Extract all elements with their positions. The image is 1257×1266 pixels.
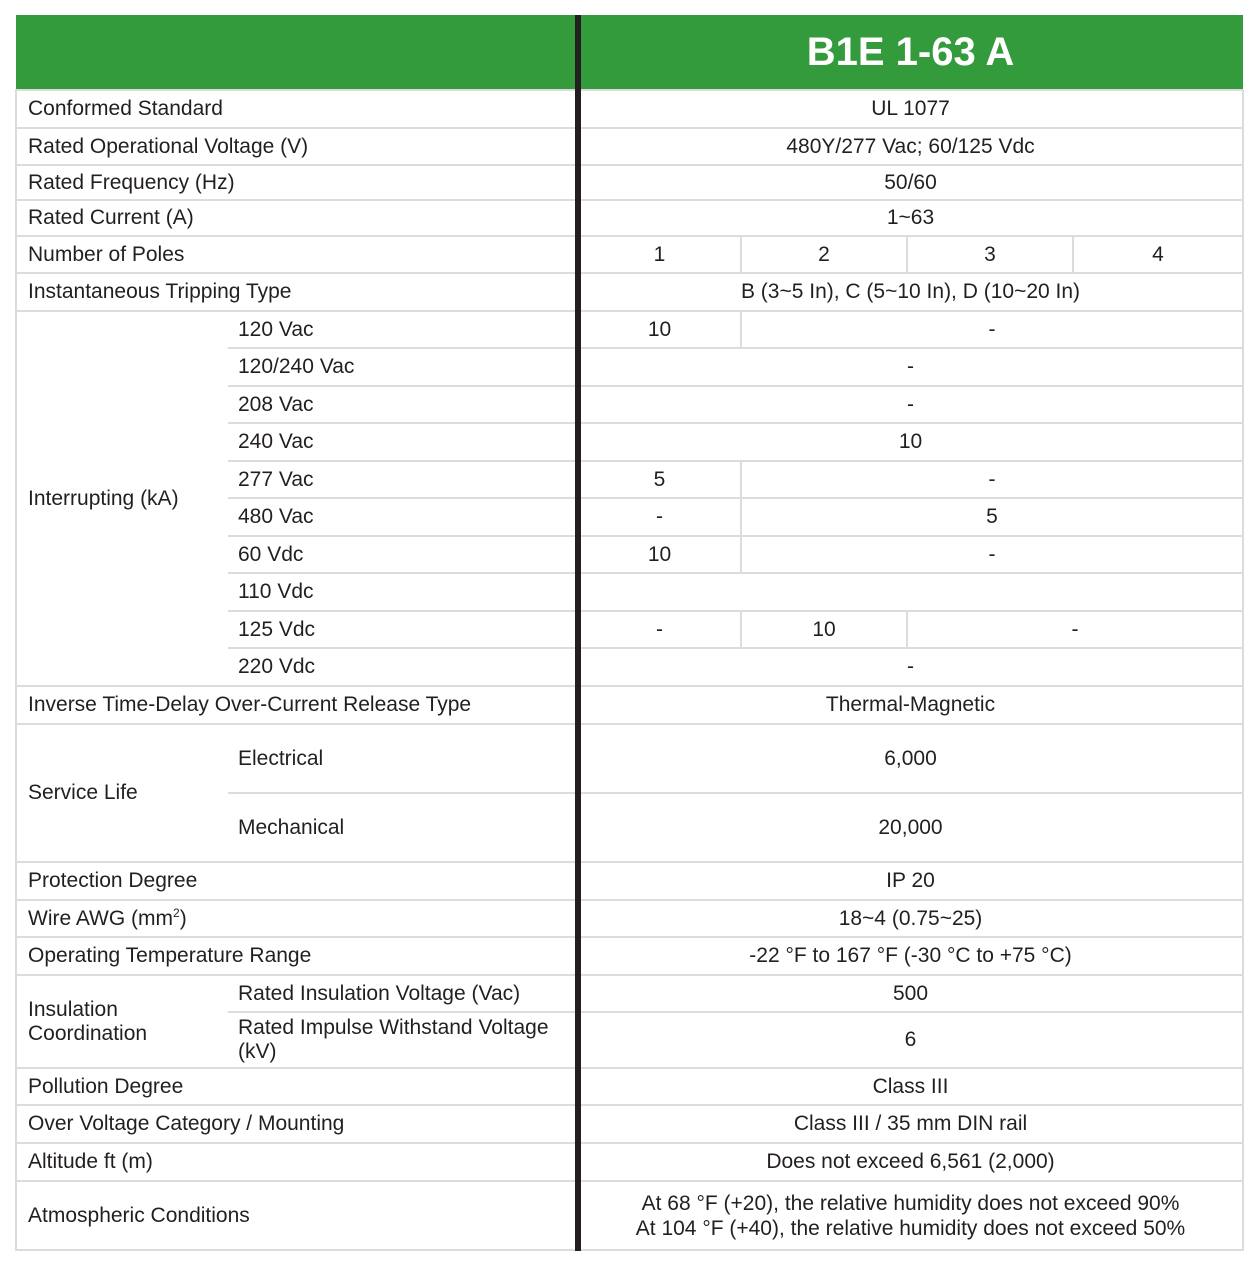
value: 500 [578,975,1243,1012]
value: Thermal-Magnetic [578,686,1243,724]
value: - [741,461,1243,498]
value: -22 °F to 167 °F (-30 °C to +75 °C) [578,937,1243,975]
label-text: Wire AWG (mm [28,907,174,930]
value: 1~63 [578,200,1243,236]
label: Rated Operational Voltage (V) [16,128,578,165]
value: Class III [578,1068,1243,1105]
value: - [907,611,1243,648]
label: Altitude ft (m) [16,1143,578,1181]
value: 18~4 (0.75~25) [578,900,1243,937]
value: - [578,611,741,648]
sub-label: Mechanical [228,793,578,862]
row-release [16,686,1243,724]
label: Rated Current (A) [16,200,578,236]
value: 10 [741,611,907,648]
column-divider [575,15,581,1251]
sub-label: 240 Vac [228,423,578,461]
row-frequency [16,165,1243,200]
label: Number of Poles [16,236,578,273]
value: 2 [741,236,907,273]
value: 10 [578,536,741,573]
label: Operating Temperature Range [16,937,578,975]
label: Inverse Time-Delay Over-Current Release Type [16,686,578,724]
product-title: B1E 1-63 A [578,15,1243,90]
label: Conformed Standard [16,90,578,128]
value: 20,000 [578,793,1243,862]
value: 50/60 [578,165,1243,200]
sub-label: 220 Vdc [228,648,578,686]
sub-label: Rated Impulse Withstand Voltage (kV) [228,1012,578,1068]
row-insulation-rated [16,975,1243,1012]
value: 5 [741,498,1243,536]
value: 4 [1073,236,1243,273]
sub-label: 125 Vdc [228,611,578,648]
row-temperature [16,937,1243,975]
value: - [578,386,1243,423]
value: - [741,311,1243,348]
label: Insulation Coordination [16,975,228,1068]
value: 480Y/277 Vac; 60/125 Vdc [578,128,1243,165]
label-sup: 2 [173,906,180,920]
value: 6,000 [578,724,1243,793]
label: Interrupting (kA) [16,311,228,686]
row-protection [16,862,1243,900]
row-current [16,200,1243,236]
value: - [741,536,1243,573]
row-tripping [16,273,1243,311]
row-standard [16,90,1243,128]
value [578,573,1243,611]
value [578,1181,1243,1250]
value: 1 [578,236,741,273]
sub-label: 277 Vac [228,461,578,498]
row-service-electrical [16,724,1243,793]
label: Protection Degree [16,862,578,900]
row-pollution [16,1068,1243,1105]
value: IP 20 [578,862,1243,900]
value: Class III / 35 mm DIN rail [578,1105,1243,1143]
value: - [578,648,1243,686]
sub-label: 110 Vdc [228,573,578,611]
value: 3 [907,236,1073,273]
label: Over Voltage Category / Mounting [16,1105,578,1143]
sub-label: 208 Vac [228,386,578,423]
header-blank [16,15,578,90]
value: Does not exceed 6,561 (2,000) [578,1143,1243,1181]
label: Service Life [16,724,228,862]
sub-label: Rated Insulation Voltage (Vac) [228,975,578,1012]
value: 10 [578,311,741,348]
value: 5 [578,461,741,498]
value-line: At 104 °F (+40), the relative humidity does not exceed 50% [635,1216,1186,1240]
sub-label: 480 Vac [228,498,578,536]
value: UL 1077 [578,90,1243,128]
label-end: ) [179,907,187,930]
row-voltage [16,128,1243,165]
label: Atmospheric Conditions [16,1181,578,1250]
row-interrupting [16,311,1243,348]
label: Rated Frequency (Hz) [16,165,578,200]
row-poles [16,236,1243,273]
row-atmospheric [16,1181,1243,1250]
sub-label: 120/240 Vac [228,348,578,386]
value: - [578,498,741,536]
value-line: At 68 °F (+20), the relative humidity does not exceed 90% [641,1191,1180,1215]
label [16,900,578,937]
row-altitude [16,1143,1243,1181]
sub-label: Electrical [228,724,578,793]
value: B (3~5 In), C (5~10 In), D (10~20 In) [578,273,1243,311]
value: 10 [578,423,1243,461]
spec-table [15,15,1242,1251]
value: 6 [578,1012,1243,1068]
sub-label: 120 Vac [228,311,578,348]
row-overvoltage [16,1105,1243,1143]
value: - [578,348,1243,386]
label: Pollution Degree [16,1068,578,1105]
sub-label: 60 Vdc [228,536,578,573]
label: Instantaneous Tripping Type [16,273,578,311]
row-wire [16,900,1243,937]
